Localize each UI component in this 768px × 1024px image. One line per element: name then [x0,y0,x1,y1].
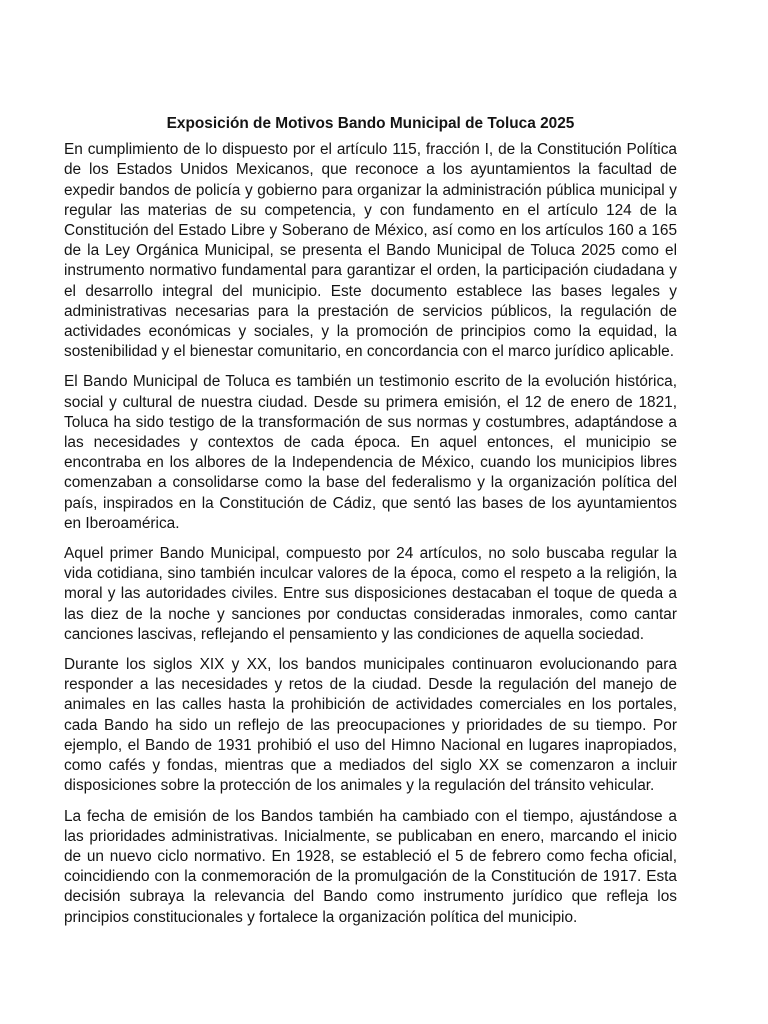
paragraph-legal-basis: En cumplimiento de lo dispuesto por el artículo 115, fracción I, de la Constitución Política de los Estados Unidos Mexicanos, que reconoce a los ayuntamientos la facultad de expedir bandos de policía y gobierno para organizar la administración pública municipal y regular las materias de su competencia, y con fundamento en el artículo 124 de la Constitución del Estado Libre y Soberano de México, así como en los artículos 160 a 165 de la Ley Orgánica Municipal, se presenta el Bando Municipal de Toluca 2025 como el instrumento normativo fundamental para garantizar el orden, la participación ciudadana y el desarrollo integral del municipio. Este documento establece las bases legales y administrativas necesarias para la prestación de servicios públicos, la regulación de actividades económicas y sociales, y la promoción de principios como la equidad, la sostenibilidad y el bienestar comunitario, en concordancia con el marco jurídico aplicable. [64,141,677,361]
document-title: Exposición de Motivos Bando Municipal de Toluca 2025 [166,115,575,132]
paragraph-first-bando: Aquel primer Bando Municipal, compuesto por 24 artículos, no solo buscaba regular la vida cotidiana, sino también inculcar valores de la época, como el respeto a la religión, la moral y las autoridades civiles. Entre sus disposiciones destacaban el toque de queda a las diez de la noche y sanciones por conductas consideradas inmorales, como cantar canciones lascivas, reflejando el pensamiento y las condiciones de aquella sociedad. [64,545,677,643]
document-page [64,114,677,938]
paragraph-historical-testimony: El Bando Municipal de Toluca es también un testimonio escrito de la evolución histórica, social y cultural de nuestra ciudad. Desde su primera emisión, el 12 de enero de 1821, Toluca ha sido testigo de la transformación de sus normas y costumbres, adaptándose a las necesidades y contextos de cada época. En aquel entonces, el municipio se encontraba en los albores de la Independencia de México, cuando los municipios libres comenzaban a consolidarse como la base del federalismo y la organización política del país, inspirados en la Constitución de Cádiz, que sentó las bases de los ayuntamientos en Iberoamérica. [64,373,677,532]
paragraph-evolution: Durante los siglos XIX y XX, los bandos municipales continuaron evolucionando para responder a las necesidades y retos de la ciudad. Desde la regulación del manejo de animales en las calles hasta la prohibición de actividades comerciales en los portales, cada Bando ha sido un reflejo de las preocupaciones y prioridades de su tiempo. Por ejemplo, el Bando de 1931 prohibió el uso del Himno Nacional en lugares inapropiados, como cafés y fondas, mientras que a mediados del siglo XX se comenzaron a incluir disposiciones sobre la protección de los animales y la regulación del tránsito vehicular. [64,656,677,795]
paragraph-emission-date: La fecha de emisión de los Bandos también ha cambiado con el tiempo, ajustándose a las prioridades administrativas. Inicialmente, se publicaban en enero, marcando el inicio de un nuevo ciclo normativo. En 1928, se estableció el 5 de febrero como fecha oficial, coincidiendo con la conmemoración de la promulgación de la Constitución de 1917. Esta decisión subraya la relevancia del Bando como instrumento jurídico que refleja los principios constitucionales y fortalece la organización política del municipio. [64,807,677,926]
